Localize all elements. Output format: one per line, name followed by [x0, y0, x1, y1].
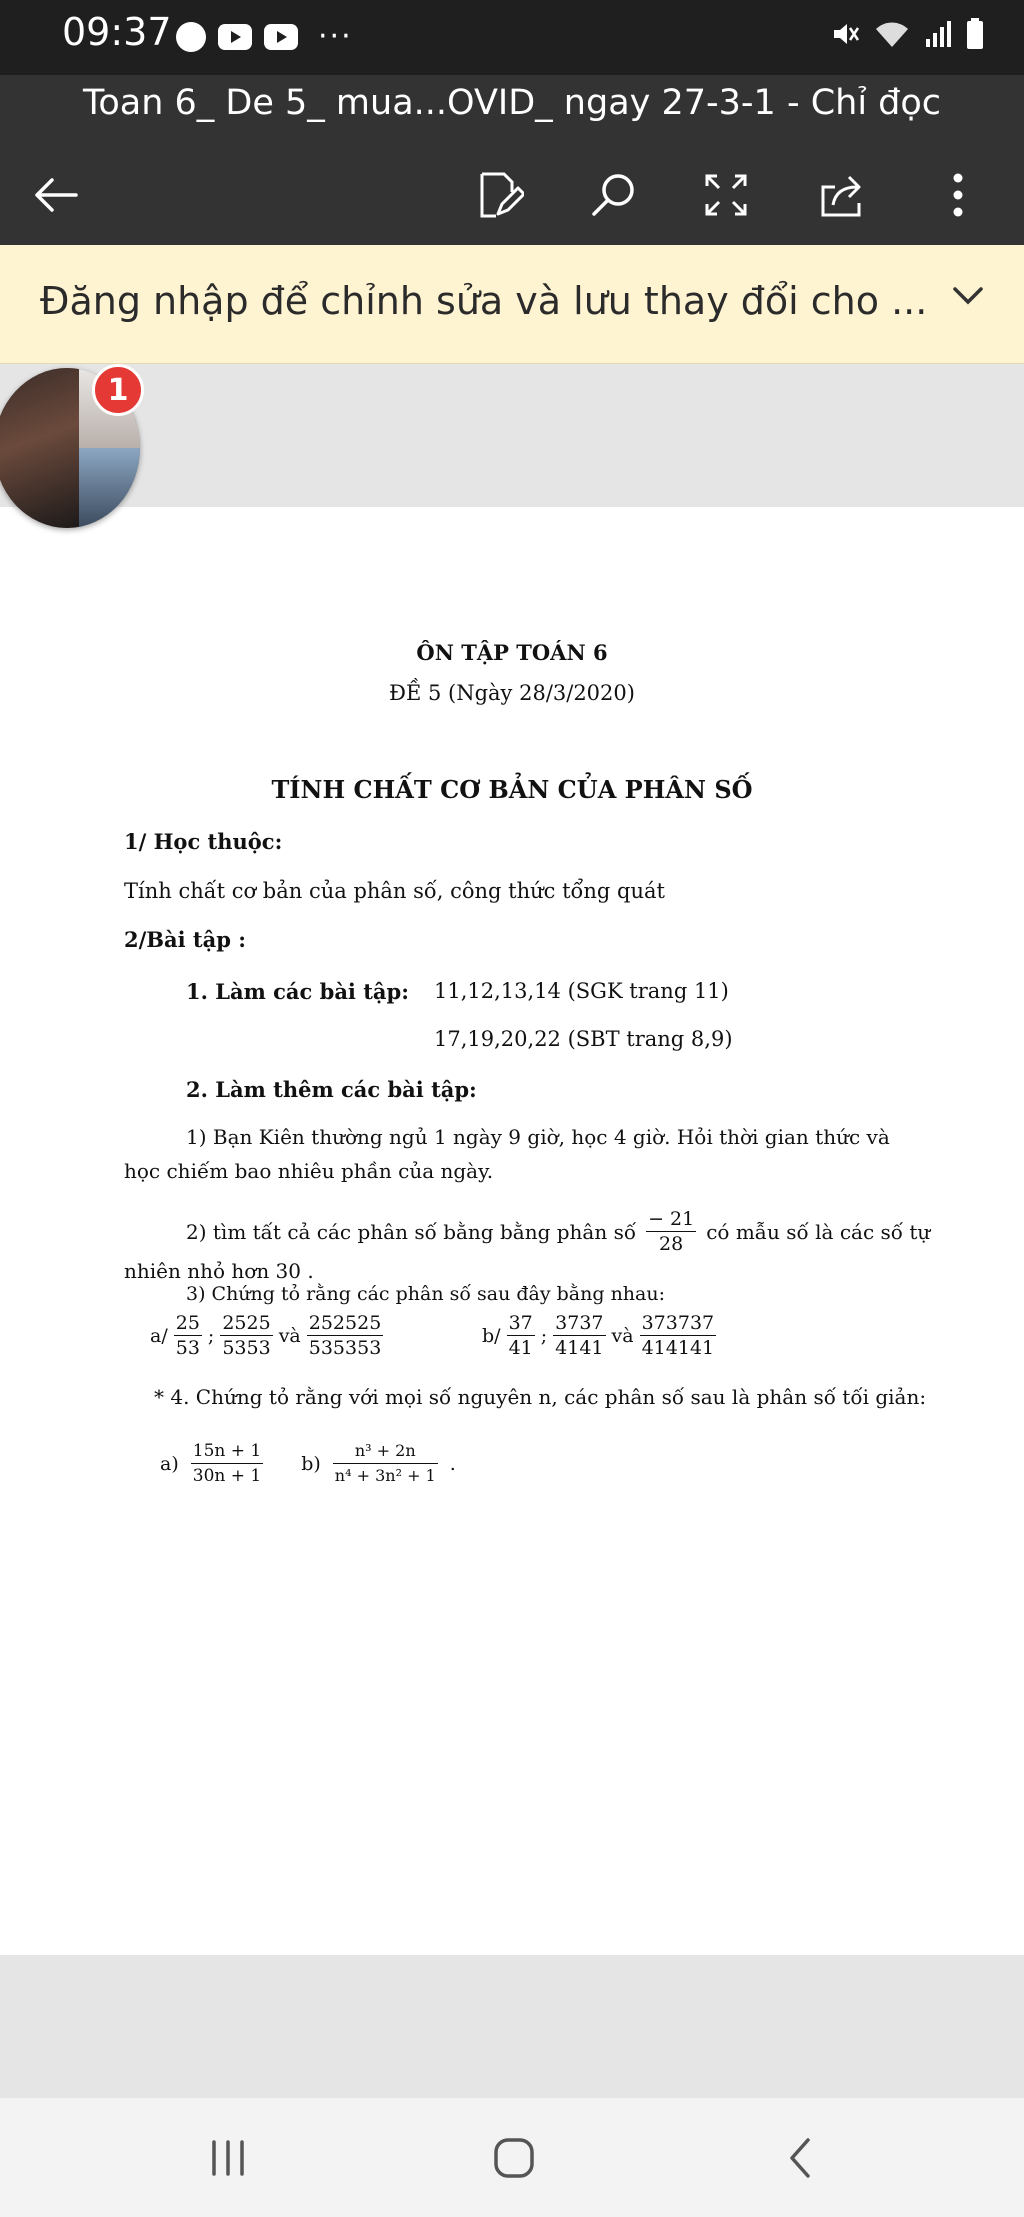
signal-icon — [924, 19, 952, 49]
ex3-b-label: b/ — [482, 1324, 501, 1347]
status-bar — [0, 0, 1024, 75]
doc-subheading: ĐỀ 5 (Ngày 28/3/2020) — [389, 681, 635, 705]
ex3-b-frac-3 — [640, 1311, 717, 1360]
item2-label: 2. Làm thêm các bài tập: — [186, 1077, 477, 1102]
back-button[interactable] — [26, 165, 86, 225]
system-icons — [830, 18, 984, 50]
ex4-line: * 4. Chứng tỏ rằng với mọi số nguyên n, các phân số sau là phân số tối giản: — [154, 1385, 927, 1409]
battery-icon — [966, 18, 984, 50]
chevron-down-icon — [952, 285, 984, 307]
ex3-b-frac-2 — [553, 1311, 605, 1360]
system-navigation-bar — [0, 2098, 1024, 2217]
denominator: n⁴ + 3n² + 1 — [334, 1466, 436, 1485]
ex3-a-label: a/ — [150, 1324, 168, 1347]
share-button[interactable] — [812, 165, 872, 225]
youtube-icon — [218, 24, 252, 50]
denominator: 53 — [175, 1337, 200, 1359]
ex3-line: 3) Chứng tỏ rằng các phân số sau đây bằng nhau: — [186, 1283, 666, 1305]
and-word: và — [278, 1324, 301, 1347]
search-button[interactable] — [583, 165, 643, 225]
chat-head-avatar-3 — [79, 448, 140, 528]
separator: ; — [207, 1324, 215, 1347]
ex4-b-label: b) — [301, 1452, 321, 1475]
banner-text: Đăng nhập để chỉnh sửa và lưu thay đổi cho ... — [40, 279, 928, 323]
more-vertical-icon — [950, 172, 966, 218]
ex2-pre: 2) tìm tất cả các phân số bằng bằng phân số — [186, 1219, 637, 1244]
ex4-fractions — [160, 1439, 456, 1488]
ex3-b — [482, 1311, 716, 1360]
ex4-a-label: a) — [160, 1452, 179, 1475]
denominator: 535353 — [308, 1337, 382, 1359]
section1-text: Tính chất cơ bản của phân số, công thức tổng quát — [124, 879, 665, 903]
document-title: Toan 6_ De 5_ mua...OVID_ ngay 27-3-1 - Chỉ đọc — [82, 83, 942, 123]
section1-label: 1/ Học thuộc: — [124, 829, 283, 854]
ex3-a-frac-3 — [307, 1311, 384, 1360]
sign-in-banner[interactable] — [0, 245, 1024, 364]
notification-icons — [176, 19, 353, 54]
denominator: 414141 — [641, 1337, 715, 1359]
banner-expand-button[interactable] — [952, 285, 984, 311]
numerator: 3737 — [555, 1312, 604, 1334]
doc-topic: TÍNH CHẤT CƠ BẢN CỦA PHÂN SỐ — [271, 775, 753, 804]
ex2-denominator: 28 — [659, 1233, 684, 1255]
search-icon — [588, 170, 638, 220]
doc-heading: ÔN TẬP TOÁN 6 — [416, 640, 608, 665]
numerator: 37 — [508, 1312, 533, 1334]
section2-label: 2/Bài tập : — [124, 927, 246, 952]
ex2-post: có mẫu số là các số tự — [706, 1219, 931, 1244]
ex2-line1 — [186, 1207, 930, 1256]
ex3-a — [150, 1311, 383, 1360]
denominator: 30n + 1 — [192, 1466, 262, 1486]
ex1-line1: 1) Bạn Kiên thường ngủ 1 ngày 9 giờ, học 4 giờ. Hỏi thời gian thức và — [186, 1125, 890, 1149]
ex3-b-frac-1 — [507, 1311, 535, 1360]
ex3-a-frac-2 — [220, 1311, 272, 1360]
app-toolbar — [0, 75, 1024, 245]
expand-icon — [703, 172, 749, 218]
youtube-icon-2 — [264, 24, 298, 50]
home-icon — [492, 2136, 536, 2180]
nav-back-button[interactable] — [760, 2128, 840, 2188]
numerator: 25 — [175, 1312, 200, 1334]
numerator: 373737 — [641, 1312, 715, 1334]
document-page — [0, 507, 1024, 1955]
numerator: n³ + 2n — [333, 1439, 438, 1464]
ex4-a-frac — [191, 1439, 263, 1488]
numerator: 2525 — [222, 1312, 271, 1334]
back-chevron-icon — [786, 2136, 814, 2180]
period: . — [449, 1452, 456, 1475]
denominator: 41 — [508, 1337, 533, 1359]
messenger-icon — [176, 22, 206, 52]
ex2-fraction — [646, 1207, 696, 1256]
chat-head-avatar-1 — [0, 368, 79, 528]
ex2-numerator: − 21 — [648, 1208, 695, 1230]
item1-line2: 17,19,20,22 (SBT trang 8,9) — [434, 1027, 733, 1051]
recent-apps-icon — [208, 2139, 248, 2177]
more-options-button[interactable] — [928, 165, 988, 225]
chat-head-badge: 1 — [92, 364, 144, 416]
numerator: 15n + 1 — [191, 1439, 263, 1464]
status-time: 09:37 — [62, 10, 172, 54]
ex3-a-frac-1 — [174, 1311, 202, 1360]
wifi-icon — [874, 19, 910, 49]
mute-icon — [830, 19, 860, 49]
edit-document-icon — [476, 170, 524, 220]
share-icon — [817, 171, 867, 219]
recent-apps-button[interactable] — [188, 2128, 268, 2188]
ex2-line2: nhiên nhỏ hơn 30 . — [124, 1259, 314, 1283]
back-arrow-icon — [32, 175, 80, 215]
ex4-b-frac — [333, 1439, 438, 1488]
denominator: 4141 — [555, 1337, 604, 1359]
numerator: 252525 — [308, 1312, 382, 1334]
item1-line1: 11,12,13,14 (SGK trang 11) — [434, 979, 729, 1003]
and-word: và — [611, 1324, 634, 1347]
edit-button[interactable] — [470, 165, 530, 225]
home-button[interactable] — [474, 2128, 554, 2188]
denominator: 5353 — [222, 1337, 271, 1359]
fullscreen-button[interactable] — [696, 165, 756, 225]
item1-label: 1. Làm các bài tập: — [186, 979, 409, 1004]
separator: ; — [540, 1324, 548, 1347]
more-notifications-icon: ··· — [318, 19, 353, 54]
ex1-line2: học chiếm bao nhiêu phần của ngày. — [124, 1159, 494, 1183]
